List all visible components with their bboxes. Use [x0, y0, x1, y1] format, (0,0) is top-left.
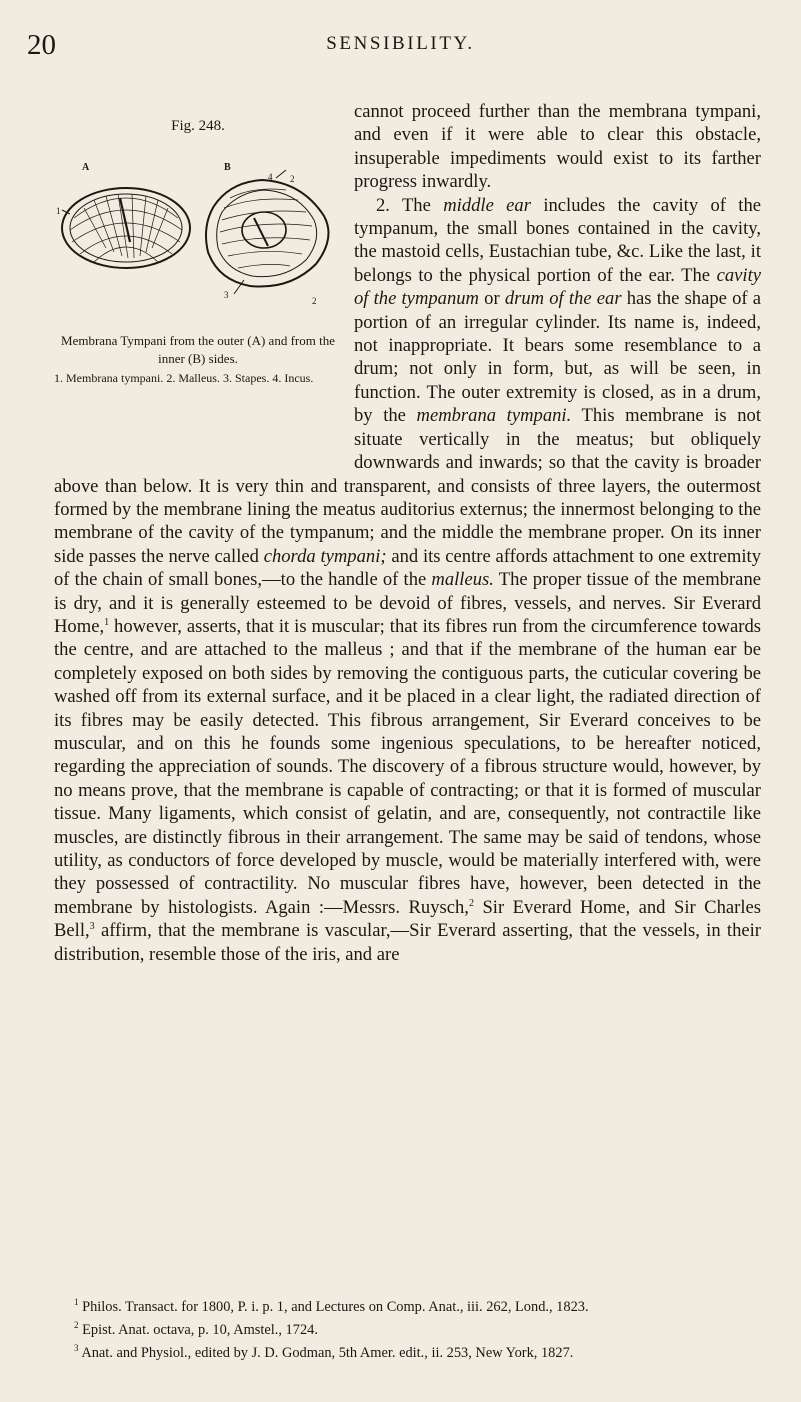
figure-number-2: 2	[312, 296, 317, 306]
footnote-ref: 2	[468, 897, 474, 909]
figure-label-b: B	[224, 162, 231, 173]
figure-248	[54, 100, 342, 473]
figure-legend	[54, 371, 342, 386]
figure-title: Fig. 248.	[171, 118, 225, 134]
figure-label-a: A	[82, 162, 90, 173]
body-text	[54, 100, 761, 966]
footnote: $^1$ Philos. Transact. for 1800, P. i. p. 1, and Lectures on Comp. Anat., iii. 262, Lond., 1823.	[74, 1297, 589, 1315]
footnote-ref: 3	[89, 921, 95, 933]
paragraph: cannot proceed further than the membrana tympani, and even if it were able to clear this obstacle, insuperable impediments would exist to its farther progress inwardly.	[354, 101, 761, 193]
page-header	[27, 28, 774, 62]
footnote-ref: 1	[104, 616, 110, 628]
footnote: $^3$ Anat. and Physiol., edited by J. D. Godman, 5th Amer. edit., ii. 253, New York, 1827.	[74, 1342, 574, 1361]
legend-item: 1. Membrana tympani.	[54, 371, 164, 385]
page-number: 20	[27, 29, 56, 61]
figure-caption: Membrana Tympani from the outer (A) and from the inner (B) sides.	[61, 333, 335, 366]
figure-number-3: 3	[224, 290, 229, 300]
figure-number-2-upper: 2	[290, 174, 295, 184]
membrana-tympani-illustration	[54, 168, 342, 318]
inner-side-drawing	[206, 170, 329, 294]
figure-number-4: 4	[268, 172, 273, 182]
legend-item: 3. Stapes.	[222, 371, 270, 385]
footnote: $^2$ Epist. Anat. octava, p. 10, Amstel., 1724.	[74, 1319, 318, 1338]
running-title: SENSIBILITY.	[326, 33, 475, 54]
footnotes	[54, 1293, 761, 1361]
paragraph: 2. The middle ear includes the cavity of the tympanum, the small bones contained in the cavity, the mastoid cells, Eustachian tube, &c. Like the last, it belongs to the physical portion of the ear. The cavity of the tympanum or drum of the ear has the shape of a portion of an irregular cylinder. Its name is, indeed, not inappropriate. It bears some resemblance to a drum; not only in form, but, as will be seen, in function. The outer extremity is closed, as in a drum, by the membrana tympani. This membrane is not situate vertically in the meatus; but obliquely downwards and inwards; so that the cavity is broader above than below. It is very thin and transparent, and consists of three layers, the outermost formed by the membrane lining the meatus auditorius externus; the innermost belonging to the membrane of the cavity of the tympanum; and the middle the membrane proper. On its inner side passes the nerve called chorda tympani; and its centre affords attachment to one extremity of the chain of small bones,—to the handle of the malleus. The proper tissue of the membrane is dry, and it is generally esteemed to be devoid of fibres, vessels, and nerves. Sir Everard Home,$^1$ however, asserts, that it is muscular; that its fibres run from the circumference towards the centre, and are attached to the malleus ; and that if the membrane of the human ear be completely exposed on both sides by removing the contiguous parts, the cuticular covering be washed off from its external surface, and it be placed in a clear light, the radiated direction of its fibres may be easily detected. This fibrous arrangement, Sir Everard conceives to be muscular, and on this he founds some ingenious speculations, to be hereafter noticed, regarding the appreciation of sounds. The discovery of a fibrous structure would, however, by no means prove, that the membrane is capable of contracting; or that it is formed of muscular tissue. Many ligaments, which consist of gelatin, and are, consequently, not contractile like muscles, are distinctly fibrous in their arrangement. The same may be said of tendons, whose utility, as conductors of force developed by muscle, would be materially interfered with, were they possessed of contractility. No muscular fibres have, however, been detected in the membrane by histologists. Again :—Messrs. Ruysch,$^2$ Sir Everard Home, and Sir Charles Bell,$^3$ affirm, that the membrane is vascular,—Sir Everard asserting, that the vessels, in their distribution, resemble those of the iris, and are	[54, 194, 762, 965]
legend-item: 4. Incus.	[272, 371, 314, 385]
legend-item: 2. Malleus.	[166, 371, 220, 385]
outer-side-drawing	[62, 188, 190, 268]
figure-number-1: 1	[56, 206, 61, 216]
